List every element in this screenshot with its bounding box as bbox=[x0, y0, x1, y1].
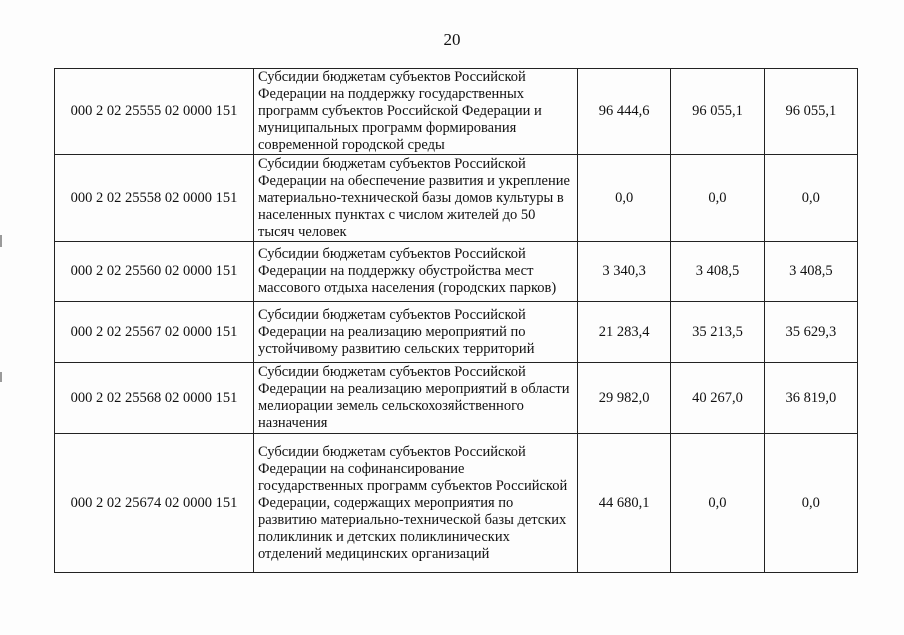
amount-cell-3: 96 055,1 bbox=[764, 69, 857, 155]
table-row bbox=[55, 434, 858, 573]
description-cell: Субсидии бюджетам субъектов Российской Федерации на обеспечение развития и укрепление материально-технической базы домов культуры в населенных пунктах с числом жителей до 50 тысяч человек bbox=[254, 155, 578, 242]
amount-cell-2: 0,0 bbox=[671, 434, 764, 573]
amount-cell-1: 3 340,3 bbox=[578, 242, 671, 302]
description-cell: Субсидии бюджетам субъектов Российской Федерации на реализацию мероприятий в области мелиорации земель сельскохозяйственного назначения bbox=[254, 363, 578, 434]
amount-cell-2: 0,0 bbox=[671, 155, 764, 242]
budget-code-cell: 000 2 02 25568 02 0000 151 bbox=[55, 363, 254, 434]
description-cell: Субсидии бюджетам субъектов Российской Федерации на поддержку государственных программ субъектов Российской Федерации и муниципальных программ формирования современной городской среды bbox=[254, 69, 578, 155]
budget-code-cell: 000 2 02 25674 02 0000 151 bbox=[55, 434, 254, 573]
amount-cell-3: 0,0 bbox=[764, 155, 857, 242]
table-row bbox=[55, 242, 858, 302]
budget-code-cell: 000 2 02 25560 02 0000 151 bbox=[55, 242, 254, 302]
scan-edge-mark bbox=[0, 235, 2, 247]
amount-cell-2: 40 267,0 bbox=[671, 363, 764, 434]
amount-cell-1: 0,0 bbox=[578, 155, 671, 242]
scan-edge-mark bbox=[0, 372, 2, 382]
description-cell: Субсидии бюджетам субъектов Российской Федерации на софинансирование государственных программ субъектов Российской Федерации, содержащих мероприятия по развитию материально-технической базы детских поликлиник и детских поликлинических отделений медицинских организаций bbox=[254, 434, 578, 573]
page-number: 20 bbox=[443, 30, 461, 49]
amount-cell-1: 96 444,6 bbox=[578, 69, 671, 155]
amount-cell-3: 35 629,3 bbox=[764, 302, 857, 363]
budget-table bbox=[54, 68, 858, 573]
table-row bbox=[55, 69, 858, 155]
amount-cell-1: 29 982,0 bbox=[578, 363, 671, 434]
amount-cell-1: 44 680,1 bbox=[578, 434, 671, 573]
budget-code-cell: 000 2 02 25555 02 0000 151 bbox=[55, 69, 254, 155]
amount-cell-2: 96 055,1 bbox=[671, 69, 764, 155]
budget-code-cell: 000 2 02 25558 02 0000 151 bbox=[55, 155, 254, 242]
amount-cell-2: 35 213,5 bbox=[671, 302, 764, 363]
amount-cell-3: 3 408,5 bbox=[764, 242, 857, 302]
budget-code-cell: 000 2 02 25567 02 0000 151 bbox=[55, 302, 254, 363]
table-row bbox=[55, 155, 858, 242]
table-row bbox=[55, 302, 858, 363]
amount-cell-3: 36 819,0 bbox=[764, 363, 857, 434]
amount-cell-2: 3 408,5 bbox=[671, 242, 764, 302]
description-cell: Субсидии бюджетам субъектов Российской Федерации на реализацию мероприятий по устойчивому развитию сельских территорий bbox=[254, 302, 578, 363]
description-cell: Субсидии бюджетам субъектов Российской Федерации на поддержку обустройства мест массового отдыха населения (городских парков) bbox=[254, 242, 578, 302]
table-row bbox=[55, 363, 858, 434]
amount-cell-3: 0,0 bbox=[764, 434, 857, 573]
amount-cell-1: 21 283,4 bbox=[578, 302, 671, 363]
